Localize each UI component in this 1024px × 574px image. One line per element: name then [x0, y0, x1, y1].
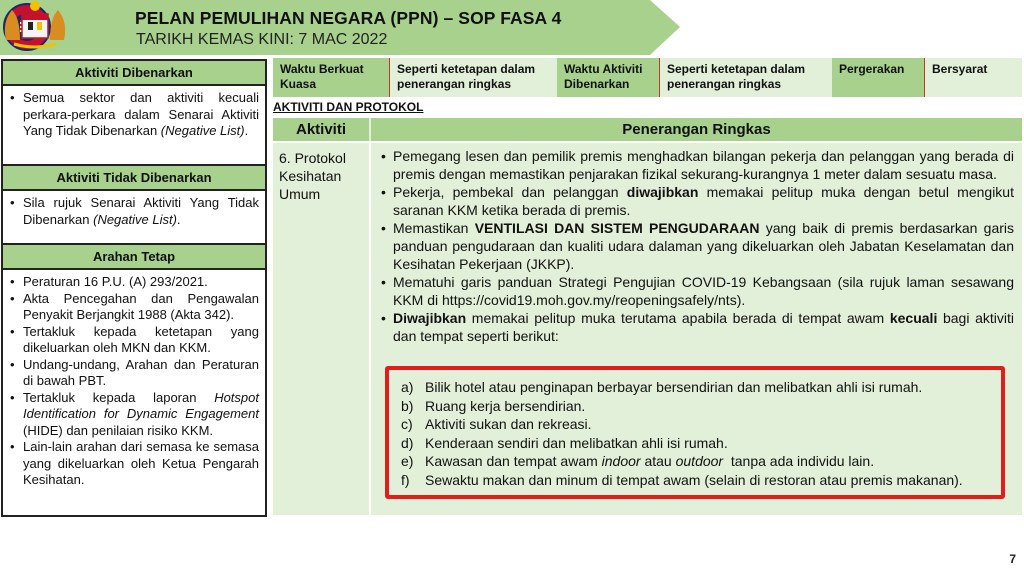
exception-item: d) Kenderaan sendiri dan melibatkan ahli isi rumah.: [401, 434, 728, 451]
not-allowed-item: • Sila rujuk Senarai Aktiviti Yang Tidak Dibenarkan (Negative List).: [23, 195, 259, 228]
exceptions-highlight-box: [385, 366, 1005, 499]
value-movement: Bersyarat: [925, 58, 1022, 97]
exception-item: a) Bilik hotel atau penginapan berbayar bersendirian dan melibatkan ahli isi rumah.: [401, 379, 923, 395]
activity-description: [371, 143, 1022, 515]
directives-section: [3, 270, 265, 493]
exception-item: f) Sewaktu makan dan minum di tempat awam (selain di restoran atau premis makanan).: [401, 471, 963, 488]
section-title: AKTIVITI DAN PROTOKOL: [273, 100, 424, 114]
coat-of-arms-logo: [0, 0, 70, 50]
value-effective-time: Seperti ketetapan dalam penerangan ringkas: [390, 58, 557, 97]
label-movement: Pergerakan: [832, 58, 925, 97]
protocol-item: • Pemegang lesen dan pemilik premis menghadkan bilangan pekerja dan pelanggan yang berada di premis dengan memastikan penjarakan fizikal sekurang-kurangnya 1 meter dalam sesuatu masa.: [393, 147, 1014, 183]
directive-item: • Tertakluk kepada ketetapan yang dikeluarkan oleh MKN dan KKM.: [23, 324, 259, 357]
protocol-item: • Pekerja, pembekal dan pelanggan diwajibkan memakai pelitup muka dengan betul mengikut saranan KKM ketika berada di premis.: [393, 183, 1014, 219]
exception-item: b) Ruang kerja bersendirian.: [401, 397, 586, 414]
table-header: [273, 118, 1022, 141]
directive-item: • Lain-lain arahan dari semasa ke semasa yang dikeluarkan oleh Ketua Pengarah Kesihatan.: [23, 439, 259, 489]
allowed-heading: Aktiviti Dibenarkan: [3, 61, 265, 86]
directive-item: • Tertakluk kepada laporan Hotspot Identification for Dynamic Engagement (HIDE) dan penilaian risiko KKM.: [23, 390, 259, 440]
protocol-item: • Diwajibkan memakai pelitup muka terutama apabila berada di tempat awam kecuali bagi aktiviti dan tempat seperti berikut:: [393, 309, 1014, 345]
col-activity: Aktiviti: [273, 118, 371, 141]
protocol-item: • Memastikan VENTILASI DAN SISTEM PENGUDARAAN yang baik di premis berdasarkan garis panduan pengudaraan dan kualiti udara dalaman yang dikeluarkan oleh Jabatan Keselamatan dan Kesihatan Pekerjaan (JKKP).: [393, 219, 1014, 273]
main-panel: [273, 58, 1022, 488]
allowed-section: [3, 86, 265, 166]
col-description: Penerangan Ringkas: [371, 118, 1022, 141]
label-activity-time: Waktu Aktiviti Dibenarkan: [557, 58, 660, 97]
exception-item: e) Kawasan dan tempat awam indoor atau outdoor tanpa ada individu lain.: [401, 453, 875, 469]
allowed-item: • Semua sektor dan aktiviti kecuali perkara-perkara dalam Senarai Aktiviti Yang Tidak Dibenarkan (Negative List).: [23, 90, 259, 140]
directive-item: • Akta Pencegahan dan Pengawalan Penyakit Berjangkit 1988 (Akta 342).: [23, 291, 259, 324]
update-date: TARIKH KEMAS KINI: 7 MAC 2022: [136, 31, 388, 48]
summary-row: [273, 58, 1022, 97]
protocol-item: • Mematuhi garis panduan Strategi Pengujian COVID-19 Kebangsaan (sila rujuk laman sesawang KKM di https://covid19.moh.gov.my/reopeningsafely/nts).: [393, 273, 1014, 309]
page-number: 7: [1009, 552, 1016, 566]
left-panel: [1, 59, 267, 517]
directive-item: • Undang-undang, Arahan dan Peraturan di bawah PBT.: [23, 357, 259, 390]
directive-item: • Peraturan 16 P.U. (A) 293/2021.: [23, 274, 259, 291]
table-row: [273, 143, 1022, 515]
not-allowed-heading: Aktiviti Tidak Dibenarkan: [3, 166, 265, 191]
value-activity-time: Seperti ketetapan dalam penerangan ringkas: [660, 58, 832, 97]
header-banner: [0, 0, 680, 55]
activity-name: 6. Protokol Kesihatan Umum: [273, 143, 371, 515]
activity-table: [273, 118, 1022, 515]
page-title: PELAN PEMULIHAN NEGARA (PPN) – SOP FASA 4: [135, 8, 562, 28]
directives-heading: Arahan Tetap: [3, 245, 265, 270]
exception-item: c) Aktiviti sukan dan rekreasi.: [401, 416, 592, 432]
not-allowed-section: [3, 191, 265, 245]
label-effective-time: Waktu Berkuat Kuasa: [273, 58, 390, 97]
